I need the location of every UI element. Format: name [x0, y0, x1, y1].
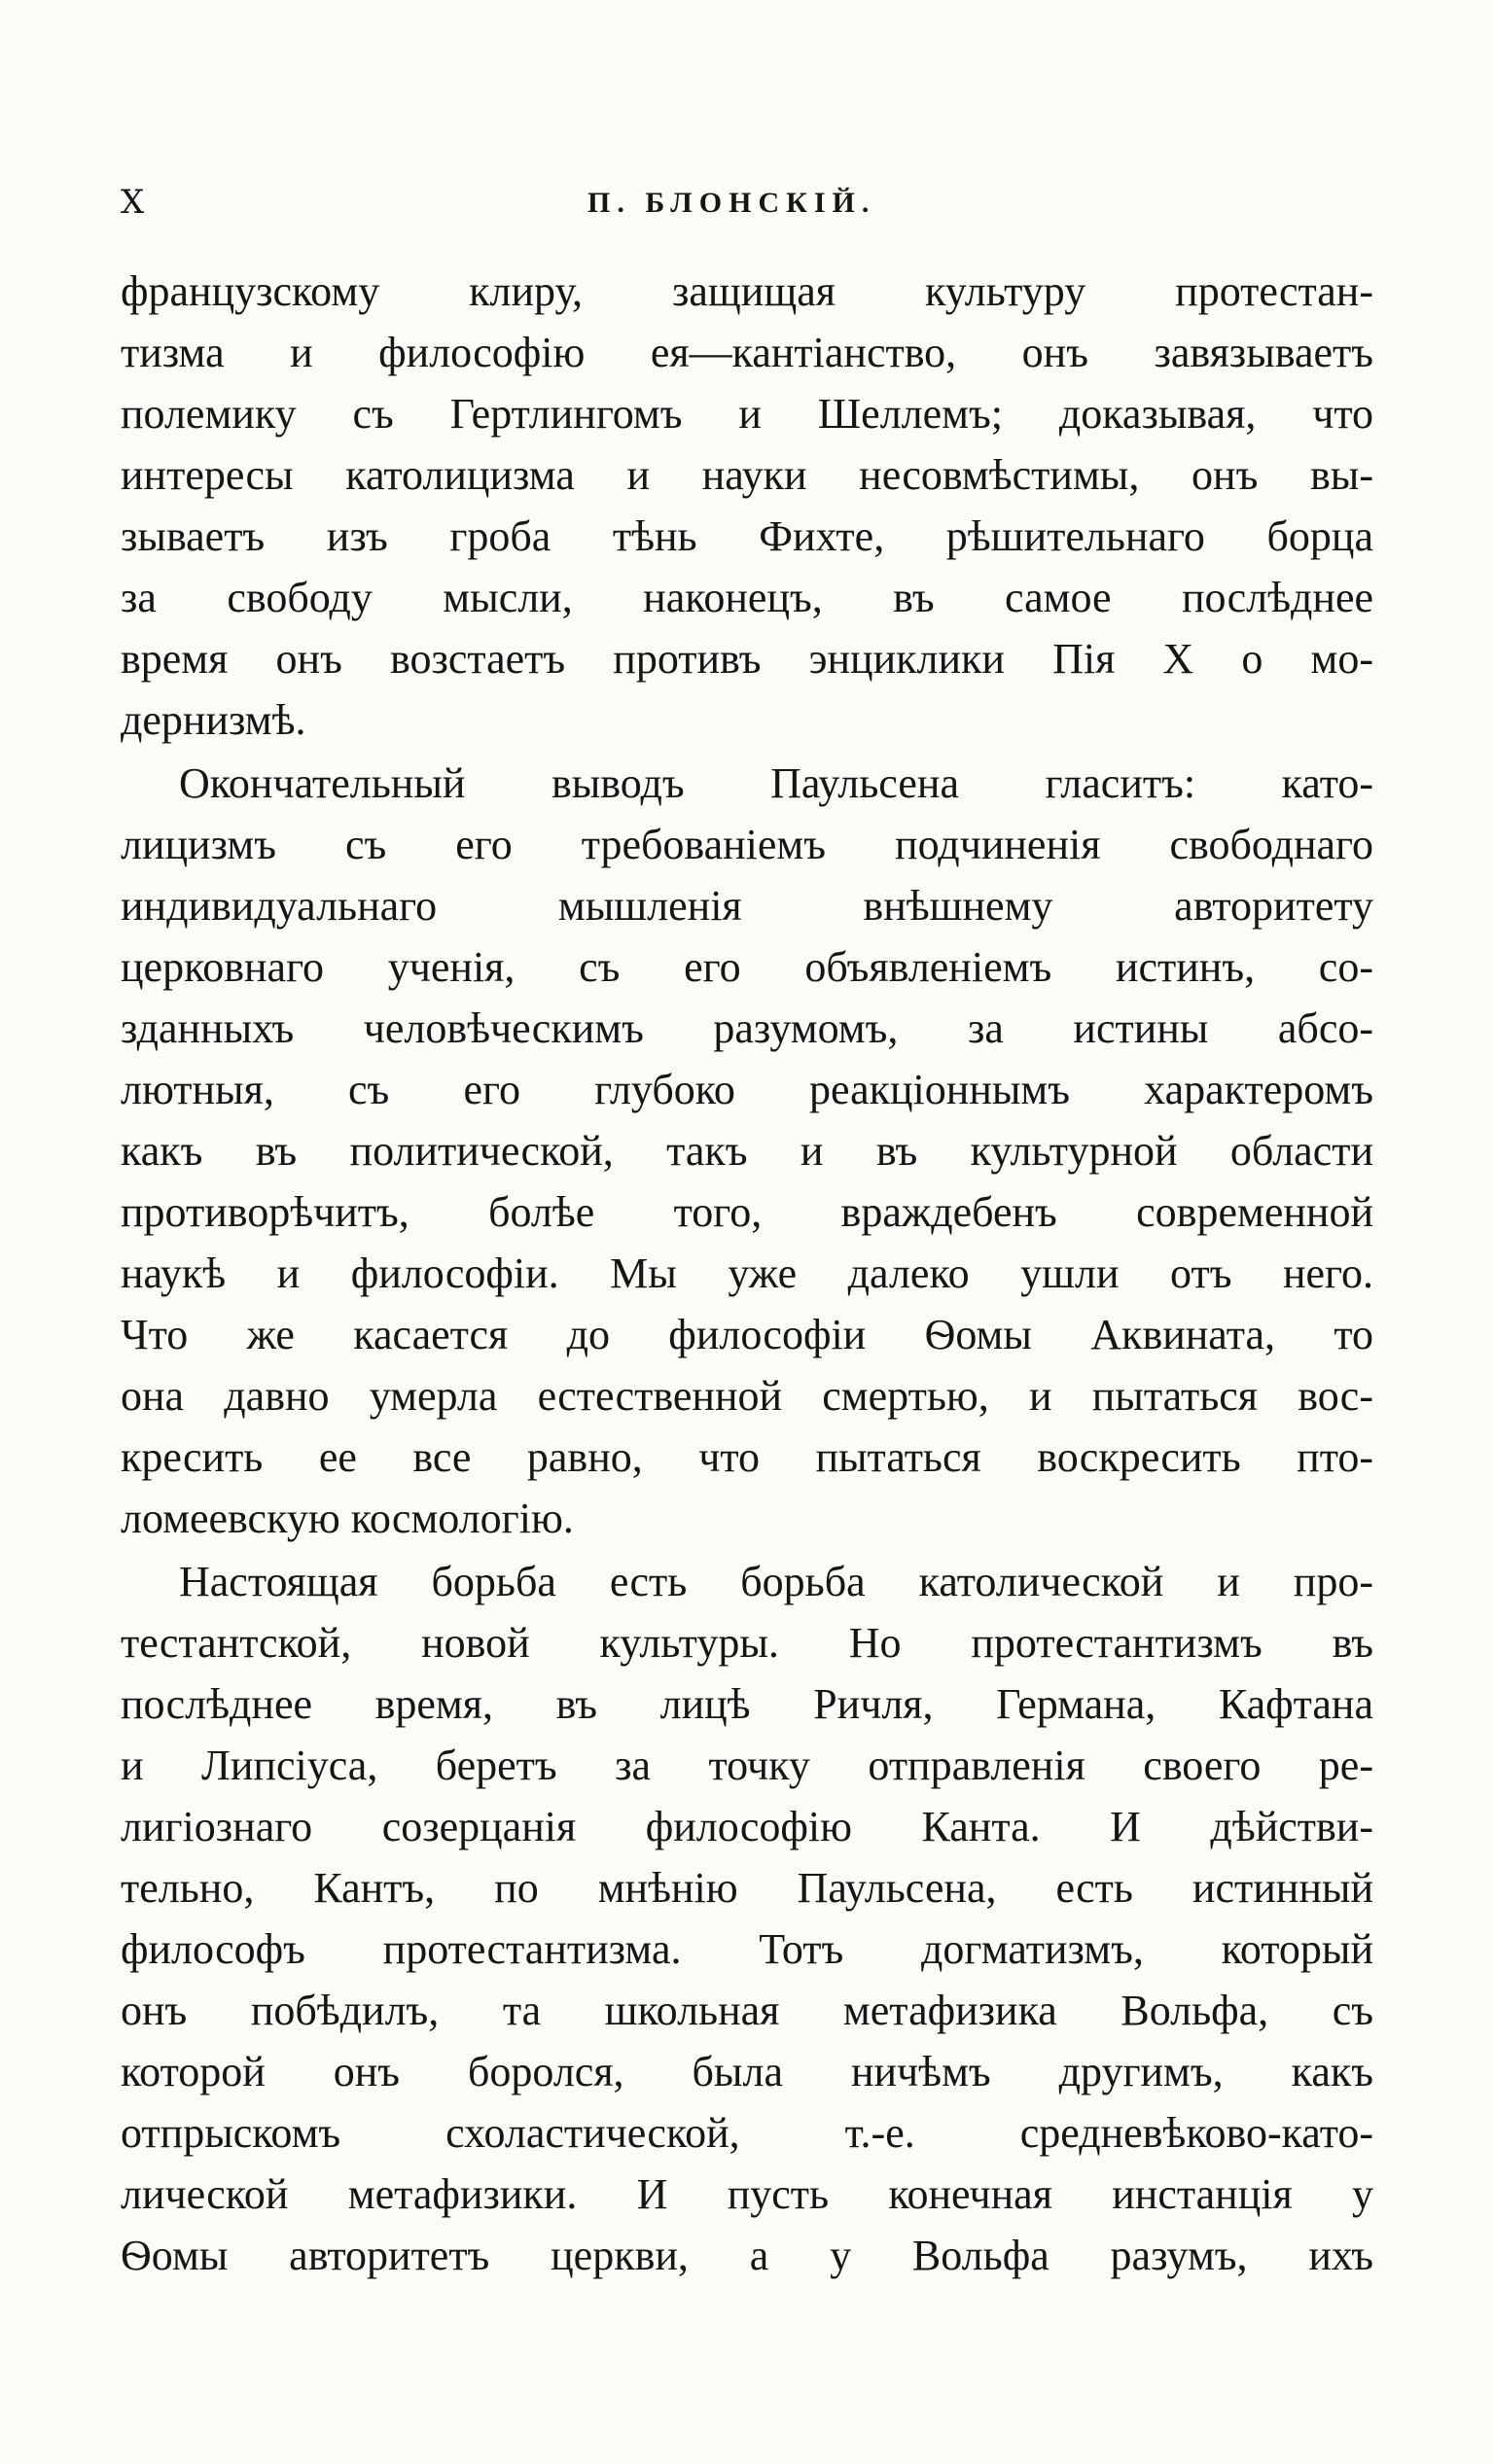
- text-line: Окончательный выводъ Паульсена гласитъ: като-: [179, 759, 1373, 807]
- text-line: лицизмъ съ его требованіемъ подчиненія свободнаго: [121, 821, 1373, 868]
- page-header: [121, 183, 1385, 241]
- paragraph-2: [121, 753, 1373, 1549]
- text-line: философъ протестантизма. Тотъ догматизмъ, который: [121, 1925, 1373, 1973]
- text-line: тельно, Кантъ, по мнѣнію Паульсена, есть истинный: [121, 1864, 1373, 1912]
- text-line: зываетъ изъ гроба тѣнь Фихте, рѣшительнаго борца: [121, 512, 1373, 560]
- text-line: лигіознаго созерцанія философію Канта. И дѣйстви-: [121, 1803, 1373, 1850]
- text-line: французскому клиру, защищая культуру протестан-: [121, 267, 1373, 315]
- text-line: полемику съ Гертлингомъ и Шеллемъ; доказывая, что: [121, 390, 1373, 438]
- text-line: интересы католицизма и науки несовмѣстимы, онъ вы-: [121, 451, 1373, 499]
- running-head: П. БЛОНСКІЙ.: [587, 187, 876, 219]
- text-line: и Липсіуса, беретъ за точку отправленія своего ре-: [121, 1742, 1373, 1789]
- text-line: индивидуальнаго мышленія внѣшнему авторитету: [121, 882, 1373, 930]
- paragraph-3: [121, 1551, 1373, 2286]
- text-line: ломеевскую космологію.: [121, 1495, 574, 1542]
- text-line: Настоящая борьба есть борьба католической и про-: [179, 1558, 1373, 1605]
- page-number: X: [121, 183, 145, 222]
- text-line: противорѣчитъ, болѣе того, враждебенъ современной: [121, 1188, 1373, 1236]
- text-line: какъ въ политической, такъ и въ культурной области: [121, 1127, 1373, 1175]
- text-line: тестантской, новой культуры. Но протестантизмъ въ: [121, 1619, 1373, 1667]
- text-line: онъ побѣдилъ, та школьная метафизика Вольфа, съ: [121, 1987, 1373, 2034]
- text-line: дернизмѣ.: [121, 696, 306, 744]
- text-line: она давно умерла естественной смертью, и пытаться вос-: [121, 1372, 1373, 1420]
- text-line: наукѣ и философіи. Мы уже далеко ушли отъ него.: [121, 1250, 1373, 1297]
- text-line: кресить ее все равно, что пытаться воскресить пто-: [121, 1433, 1373, 1481]
- text-line: послѣднее время, въ лицѣ Ричля, Германа, Кафтана: [121, 1680, 1373, 1728]
- text-line: Что же касается до философіи Ѳомы Аквината, то: [121, 1311, 1373, 1358]
- text-line: Ѳомы авторитетъ церкви, а у Вольфа разумъ, ихъ: [121, 2232, 1373, 2279]
- paragraph-1: [121, 261, 1373, 751]
- text-line: отпрыскомъ схоластической, т.-е. средневѣково-като-: [121, 2109, 1373, 2157]
- text-line: лютныя, съ его глубоко реакціоннымъ характеромъ: [121, 1066, 1373, 1113]
- body-text: [121, 261, 1373, 2286]
- text-line: лической метафизики. И пусть конечная инстанція у: [121, 2170, 1373, 2218]
- text-line: церковнаго ученія, съ его объявленіемъ истинъ, со-: [121, 943, 1373, 991]
- text-line: которой онъ боролся, была ничѣмъ другимъ, какъ: [121, 2048, 1373, 2095]
- text-line: тизма и философію ея—кантіанство, онъ завязываетъ: [121, 329, 1373, 376]
- text-line: время онъ возстаетъ противъ энциклики Пія X о мо-: [121, 635, 1373, 683]
- text-line: зданныхъ человѣческимъ разумомъ, за истины абсо-: [121, 1004, 1373, 1052]
- text-line: за свободу мысли, наконецъ, въ самое послѣднее: [121, 574, 1373, 621]
